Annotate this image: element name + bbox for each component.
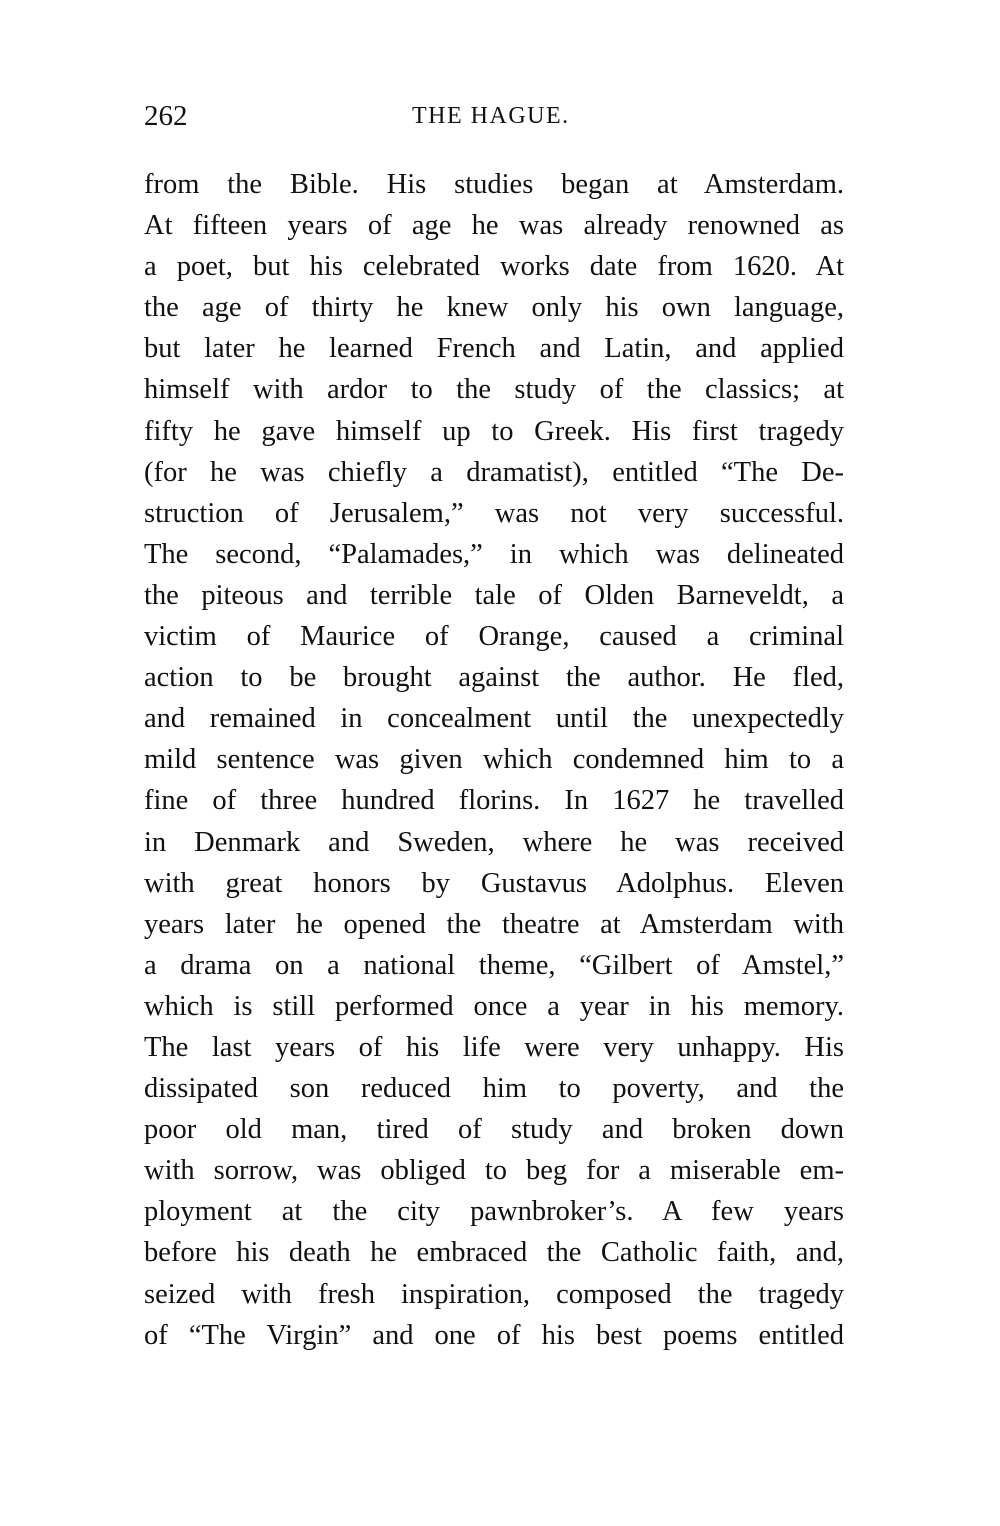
text-line: mild sentence was given which condemned him to a <box>144 744 844 776</box>
text-line: fifty he gave himself up to Greek. His first tragedy <box>144 415 844 447</box>
text-line: in Denmark and Sweden, where he was received <box>144 826 844 858</box>
text-line: action to be brought against the author. He fled, <box>144 662 844 694</box>
text-line: which is still performed once a year in his memory. <box>144 990 844 1022</box>
text-line: the piteous and terrible tale of Olden Barneveldt, a <box>144 579 844 611</box>
text-line: before his death he embraced the Catholic faith, and, <box>144 1237 844 1269</box>
page-number: 262 <box>144 100 188 132</box>
text-line: of “The Virgin” and one of his best poems entitled <box>144 1319 844 1351</box>
text-line: poor old man, tired of study and broken down <box>144 1114 844 1146</box>
text-line: The second, “Palamades,” in which was delineated <box>144 538 844 570</box>
text-line: a poet, but his celebrated works date from 1620. At <box>144 251 844 283</box>
text-line: dissipated son reduced him to poverty, and the <box>144 1073 844 1105</box>
text-line: himself with ardor to the study of the classics; at <box>144 374 844 406</box>
text-line: seized with fresh inspiration, composed the tragedy <box>144 1278 844 1310</box>
text-line: struction of Jerusalem,” was not very successful. <box>144 497 844 529</box>
text-line: with great honors by Gustavus Adolphus. Eleven <box>144 867 844 899</box>
text-line: the age of thirty he knew only his own language, <box>144 292 844 324</box>
text-line: victim of Maurice of Orange, caused a criminal <box>144 621 844 653</box>
page-header <box>144 96 844 136</box>
body-text <box>144 164 844 1356</box>
text-line: a drama on a national theme, “Gilbert of Amstel,” <box>144 949 844 981</box>
text-line: with sorrow, was obliged to beg for a miserable em- <box>144 1155 844 1187</box>
text-line: ployment at the city pawnbroker’s. A few years <box>144 1196 844 1228</box>
text-line: and remained in concealment until the unexpectedly <box>144 703 844 735</box>
text-line: from the Bible. His studies began at Amsterdam. <box>144 169 844 200</box>
text-line: years later he opened the theatre at Amsterdam with <box>144 908 844 940</box>
text-line: (for he was chiefly a dramatist), entitled “The De- <box>144 456 844 488</box>
text-line: fine of three hundred florins. In 1627 he travelled <box>144 785 844 817</box>
text-line: The last years of his life were very unhappy. His <box>144 1031 844 1063</box>
running-head: THE HAGUE. <box>412 103 570 129</box>
text-line: but later he learned French and Latin, and applied <box>144 333 844 365</box>
text-line: At fifteen years of age he was already renowned as <box>144 210 844 242</box>
